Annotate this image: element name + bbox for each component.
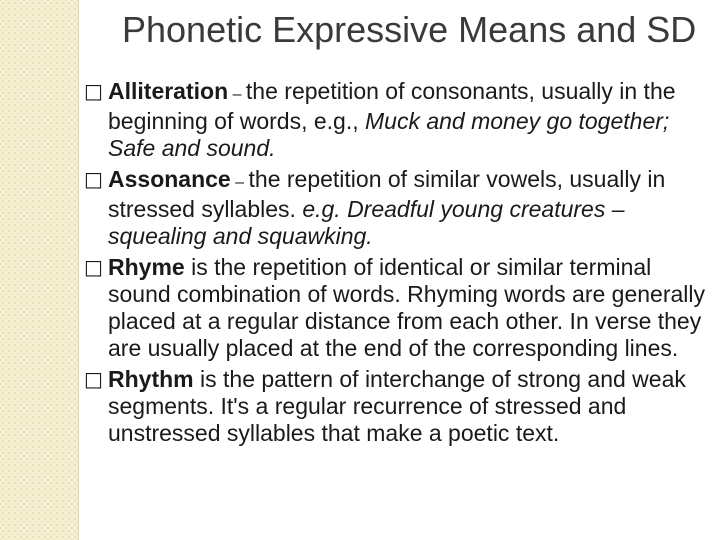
side-strip-border <box>78 0 79 540</box>
bullet-icon: □ <box>84 167 103 191</box>
term-rhythm: Rhythm <box>108 366 194 392</box>
example-text: e.g. Dreadful young creatures – squealing and squawking. <box>108 196 625 249</box>
list-item-assonance <box>84 166 710 250</box>
bullet-icon: □ <box>84 79 103 103</box>
bullet-icon: □ <box>84 367 103 391</box>
bullet-list <box>84 78 710 451</box>
slide-title: Phonetic Expressive Means and SD <box>122 9 697 50</box>
example-text: Muck and money go together; Safe and sound. <box>108 108 670 161</box>
list-item-rhythm <box>84 366 710 447</box>
term-alliteration: Alliteration <box>108 78 229 104</box>
definition-text: the repetition of similar vowels, usually in stressed syllables. <box>108 166 666 222</box>
term-rhyme: Rhyme <box>108 254 185 280</box>
dash: – <box>230 174 249 191</box>
definition-text: the repetition of consonants, usually in the beginning of words, e.g., <box>108 78 676 134</box>
term-assonance: Assonance <box>108 166 231 192</box>
definition-text: is the repetition of identical or similar terminal sound combination of words. Rhyming words are generally placed at a regular distance from each other. In verse they are usually placed at the end of the corresponding lines. <box>108 254 706 361</box>
definition-text: is the pattern of interchange of strong and weak segments. It's a regular recurrence of stressed and unstressed syllables that make a poetic text. <box>108 366 686 446</box>
decorative-side-strip <box>0 0 78 540</box>
dash: – <box>228 86 246 103</box>
list-item-alliteration <box>84 78 710 162</box>
list-item-rhyme <box>84 254 710 362</box>
bullet-icon: □ <box>84 255 103 279</box>
